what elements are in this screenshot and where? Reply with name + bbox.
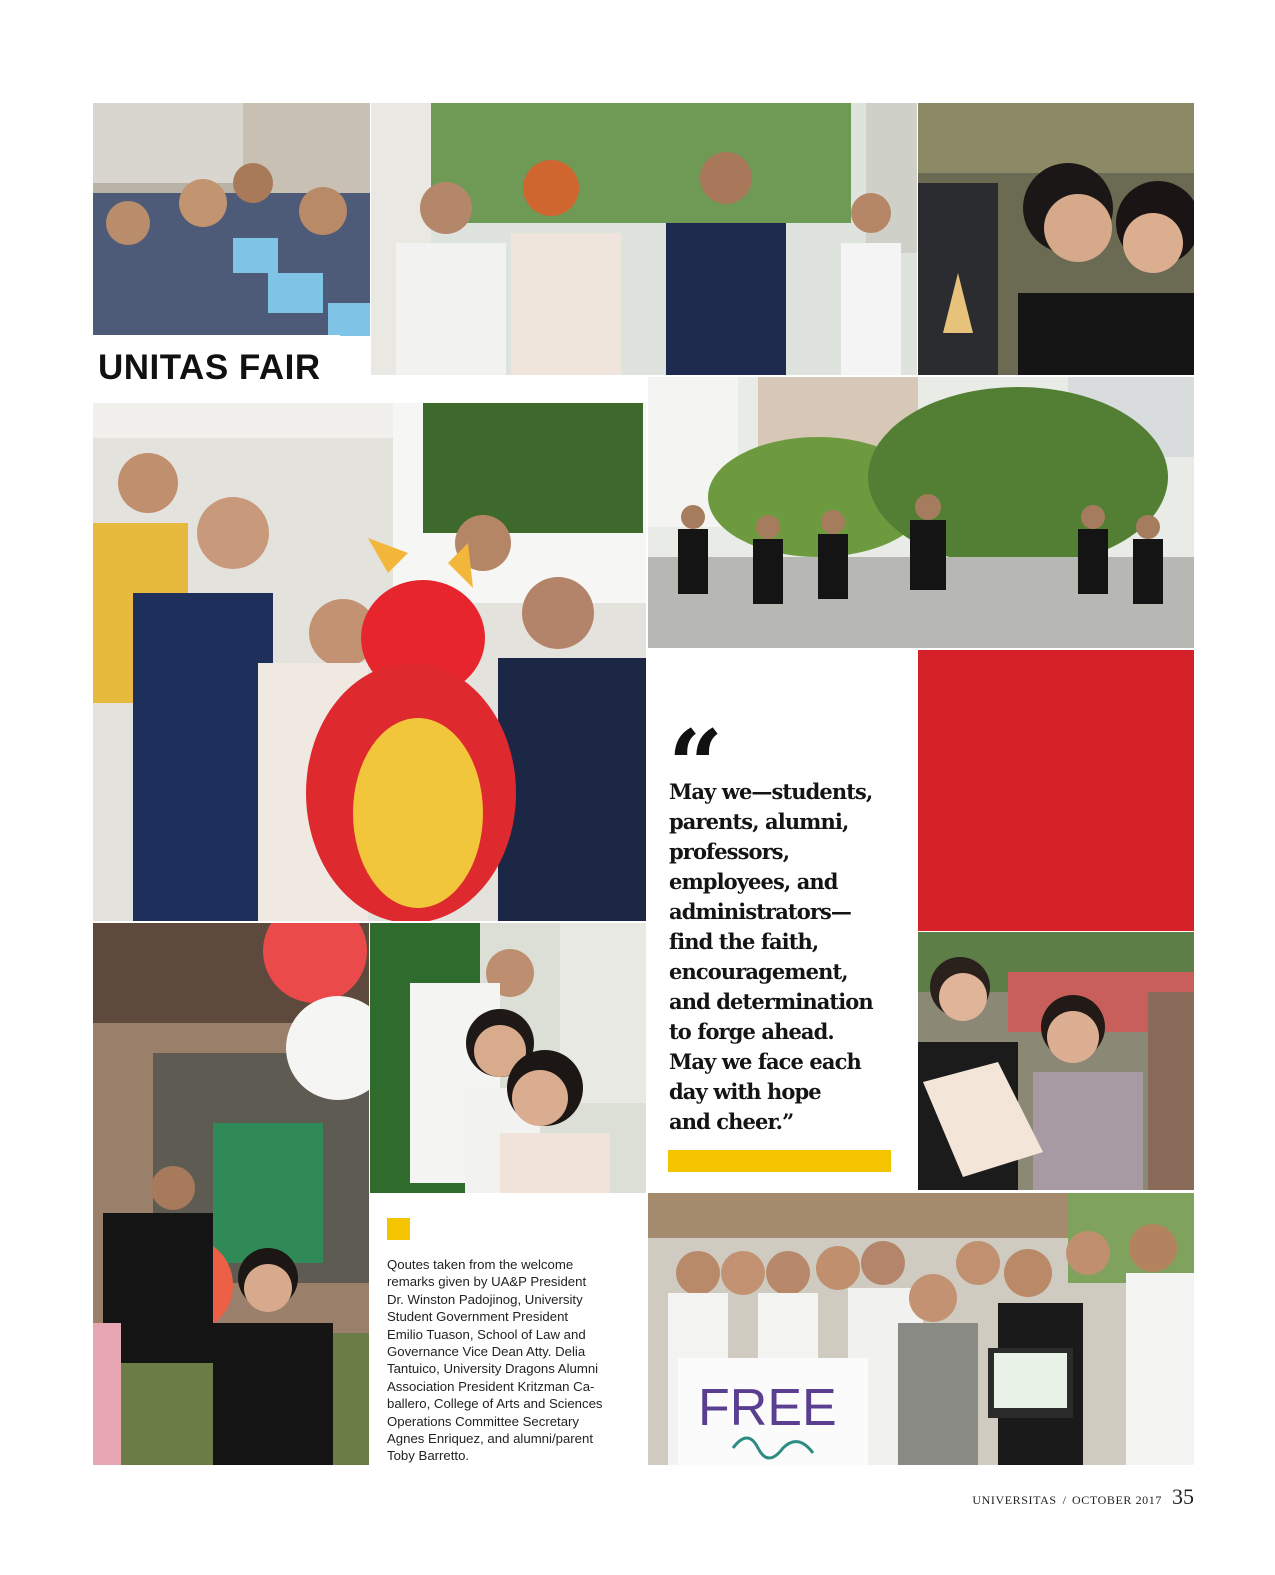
caption-line: remarks given by UA&P President (387, 1274, 587, 1290)
pull-quote-line: day with hope (669, 1079, 821, 1104)
photo-group-free-hugs (648, 1193, 1194, 1465)
caption-line: Operations Committee Secretary (387, 1413, 580, 1429)
caption-line: Emilio Tuason, School of Law and (387, 1326, 586, 1342)
pull-quote (669, 777, 904, 1137)
sign-free-text: FREE (698, 1379, 837, 1437)
pull-quote-line: and cheer.” (669, 1109, 794, 1134)
pull-quote-line: May we—students, (669, 779, 873, 804)
pull-quote-line: professors, (669, 839, 790, 864)
pull-quote-line: parents, alumni, (669, 809, 849, 834)
footer-separator: / (1062, 1493, 1066, 1507)
quote-mark: “ (668, 709, 724, 822)
section-title: UNITAS FAIR (98, 348, 321, 387)
accent-bar (668, 1150, 891, 1172)
caption-line: Toby Barretto. (387, 1448, 470, 1464)
caption-line: Agnes Enriquez, and alumni/parent (387, 1431, 594, 1447)
caption-line: Dr. Winston Padojinog, University (387, 1291, 583, 1307)
photo-student-interview (371, 103, 917, 375)
section-title-box (93, 335, 340, 402)
pull-quote-line: employees, and (669, 869, 838, 894)
pull-quote-line: find the faith, (669, 929, 819, 954)
photo-dance-performance (648, 377, 1194, 648)
pull-quote-line: and determination (669, 989, 873, 1014)
caption-marker (387, 1218, 410, 1240)
publication-name: UNIVERSITAS (972, 1493, 1057, 1507)
photo-girl-with-balloons (93, 923, 369, 1465)
pull-quote-line: to forge ahead. (669, 1019, 834, 1044)
photo-girls-ice-cream (918, 103, 1194, 375)
photo-caption (387, 1256, 632, 1465)
photo-students-selfie (370, 923, 646, 1193)
caption-line: ballero, College of Arts and Sciences (387, 1396, 603, 1412)
caption-line: Qoutes taken from the welcome (387, 1257, 574, 1272)
page-number: 35 (1172, 1484, 1194, 1509)
page-footer (972, 1484, 1194, 1510)
photo-students-with-signs (93, 103, 370, 336)
caption-line: Student Government President (387, 1309, 569, 1325)
pull-quote-line: encouragement, (669, 959, 848, 984)
issue-date: OCTOBER 2017 (1072, 1493, 1162, 1507)
red-color-block (918, 650, 1194, 931)
caption-line: Governance Vice Dean Atty. Delia (387, 1344, 586, 1360)
photo-students-with-dragon-mascot (93, 403, 646, 921)
pull-quote-line: May we face each (669, 1049, 861, 1074)
caption-line: Association President Kritzman Ca- (387, 1378, 595, 1394)
pull-quote-line: administrators— (669, 899, 852, 924)
photo-girls-with-donut-box (918, 932, 1194, 1190)
caption-line: Tantuico, University Dragons Alumni (387, 1361, 599, 1377)
